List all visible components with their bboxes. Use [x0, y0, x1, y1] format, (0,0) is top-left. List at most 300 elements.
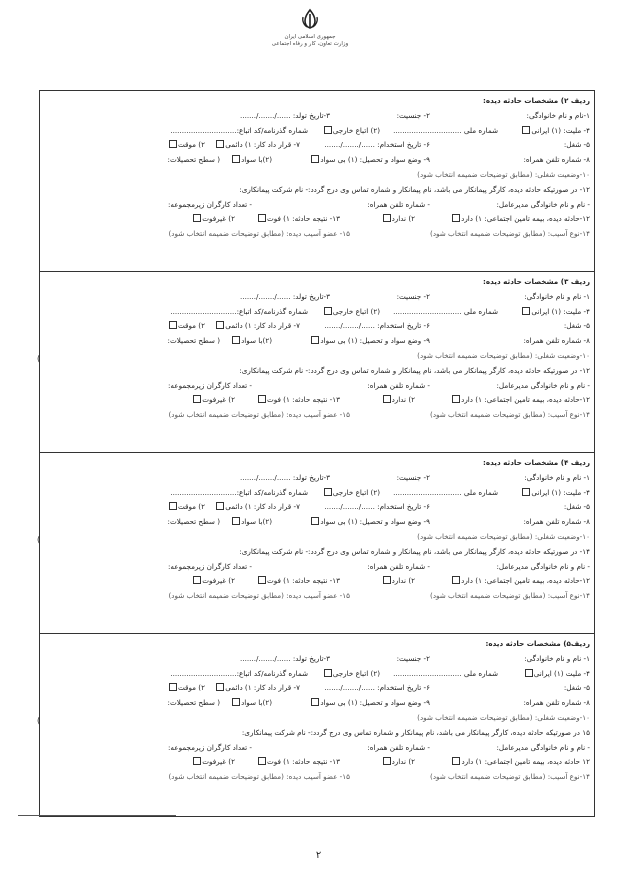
national-id-field-text: شماره ملی .............................. [393, 668, 498, 678]
section-title [44, 637, 590, 652]
job-status-field [417, 168, 590, 183]
insurance-yes [451, 574, 590, 589]
injured-person-section [37, 272, 594, 453]
result-non-death [192, 393, 235, 408]
form-row [44, 198, 590, 213]
nationality-iranian [521, 305, 590, 320]
contract-permanent-text: ۷- قرار داد کار: ۱) دائمی [225, 502, 300, 512]
illiterate-option-text: ۹- وضع سواد و تحصیل: (۱) بی سواد [320, 155, 430, 165]
injured-person-section [37, 634, 594, 817]
contractor-phone-field-text: - شماره تلفن همراه: [367, 199, 430, 209]
education-level-field [168, 696, 220, 711]
form-row [44, 667, 590, 682]
closing-paren: ) [37, 354, 41, 363]
checkbox[interactable] [383, 576, 391, 584]
contract-temporary [168, 319, 205, 334]
subordinate-count-field-text: - تعداد کارگران زیرمجموعه: [168, 380, 252, 390]
insurance-no-text: ۲) ندارد [391, 214, 415, 224]
job-status-field-text: ۱۰-وضعیت شغلی: (مطابق توضیحات ضمیمه انتخاب شود) [417, 712, 590, 722]
nationality-iranian-text: ۴- ملیت: (۱) ایرانی [531, 306, 590, 316]
illiterate-option [310, 334, 430, 349]
contractor-phone-field-text: - شماره تلفن همراه: [367, 742, 430, 752]
ceo-name-field-text: - نام و نام خانوادگی مدیرعامل: [496, 561, 590, 571]
ceo-name-field [496, 560, 590, 575]
ceo-name-field [496, 741, 590, 756]
injured-organ-field [168, 408, 350, 423]
checkbox[interactable] [311, 155, 319, 163]
national-id-field-text: شماره ملی .............................. [393, 306, 498, 316]
checkbox[interactable] [169, 140, 177, 148]
job-field [564, 138, 590, 153]
passport-field-text: شماره گذرنامه/کد اتباع:............................. [170, 487, 308, 497]
ceo-name-field [496, 379, 590, 394]
checkbox[interactable] [193, 576, 201, 584]
nationality-foreign-text: (۲) اتباع خارجی [332, 306, 380, 316]
result-death [257, 393, 340, 408]
ceo-name-field-text: - نام و نام خانوادگی مدیرعامل: [496, 199, 590, 209]
section-title-label [483, 275, 590, 290]
contractor-info-field-text: ۱۲- در صورتیکه حادثه دیده، کارگر پیمانکار می باشد، نام پیمانکار و شماره تماس وی درج گردد:- نام شرکت پیمانکاری: [239, 365, 590, 375]
checkbox[interactable] [452, 214, 460, 222]
form-row [44, 770, 590, 785]
result-non-death-text: ۲) غیرفوت [202, 757, 235, 767]
job-field [564, 500, 590, 515]
form-row [44, 486, 590, 501]
insurance-yes [451, 755, 590, 770]
injury-type-field-text: ۱۴-نوع آسیب: (مطابق توضیحات ضمیمه انتخاب شود) [430, 591, 590, 601]
contractor-info-field [239, 183, 590, 198]
form-row [44, 515, 590, 530]
education-level-field-text: ( سطح تحصیلات: [167, 517, 220, 527]
education-level-field-text: ( سطح تحصیلات: [167, 155, 220, 165]
closing-paren: ) [37, 535, 41, 544]
contract-permanent-text: ۷- قرار داد کار: ۱) دائمی [225, 683, 300, 693]
checkbox[interactable] [216, 140, 224, 148]
contractor-phone-field [367, 741, 430, 756]
government-emblem [270, 8, 350, 52]
insurance-no [382, 755, 415, 770]
form-row [44, 696, 590, 711]
section-title-label-text: ردیف ۲) مشخصات حادثه دیده: [482, 96, 590, 105]
illiterate-option-text: ۹- وضع سواد و تحصیل: (۱) بی سواد [320, 517, 430, 527]
gender-field-text: ۲- جنسیت: [396, 291, 430, 301]
gender-field [397, 109, 430, 124]
birth-date-field [240, 652, 330, 667]
national-id-field-text: شماره ملی .............................. [393, 125, 498, 135]
checkbox[interactable] [258, 757, 266, 765]
result-non-death-text: ۲) غیرفوت [202, 395, 235, 405]
mobile-field [523, 515, 590, 530]
contractor-phone-field [367, 379, 430, 394]
subordinate-count-field [168, 379, 252, 394]
form-row [44, 227, 590, 242]
national-id-field [393, 486, 498, 501]
name-field-text: ۱- نام و نام خانوادگی: [524, 291, 590, 301]
insurance-no-text: ۲) ندارد [391, 757, 415, 767]
passport-field [170, 124, 308, 139]
education-level-field [168, 153, 220, 168]
contract-permanent [215, 138, 300, 153]
passport-field-text: شماره گذرنامه/کد اتباع:............................. [170, 668, 308, 678]
ceo-name-field-text: - نام و نام خانوادگی مدیرعامل: [496, 742, 590, 752]
checkbox[interactable] [169, 683, 177, 691]
contractor-phone-field-text: - شماره تلفن همراه: [367, 561, 430, 571]
contract-temporary-text: ۲) موقت [177, 683, 205, 693]
contract-permanent [215, 500, 300, 515]
name-field [524, 471, 590, 486]
form-row [44, 138, 590, 153]
checkbox[interactable] [522, 126, 530, 134]
result-death-text: ۱۳- نتیجه حادثه: ۱) فوت [266, 395, 340, 405]
checkbox[interactable] [383, 214, 391, 222]
job-status-field-text: ۱۰-وضعیت شغلی: (مطابق توضیحات ضمیمه انتخاب شود) [417, 169, 590, 179]
result-death [257, 212, 340, 227]
education-level-field [168, 334, 220, 349]
illiterate-option [310, 515, 430, 530]
job-field-text: ۵- شغل: [563, 321, 590, 331]
form-row [44, 408, 590, 423]
birth-date-field [240, 471, 330, 486]
contract-temporary-text: ۲) موقت [177, 140, 205, 150]
mobile-field [523, 334, 590, 349]
form-row [44, 364, 590, 379]
mobile-field-text: ۸- شماره تلفن همراه: [523, 155, 590, 165]
checkbox[interactable] [522, 488, 530, 496]
section-title-label [485, 637, 590, 652]
checkbox[interactable] [452, 757, 460, 765]
contract-temporary [168, 681, 205, 696]
contractor-info-field-text: ۱۴- در صورتیکه حادثه دیده، کارگر پیمانکار می باشد، نام پیمانکار و شماره تماس وی درج گردد:- نام شرکت پیمانکاری: [239, 546, 590, 556]
hire-date-field-text: ۶- تاریخ استخدام: ....../......./....... [324, 683, 430, 693]
birth-date-field-text: ۳-تاریخ تولد: ....../......./....... [240, 291, 330, 301]
checkbox[interactable] [324, 307, 332, 315]
emblem-icon [299, 8, 321, 30]
checkbox[interactable] [383, 395, 391, 403]
subordinate-count-field-text: - تعداد کارگران زیرمجموعه: [168, 199, 252, 209]
insurance-no [382, 212, 415, 227]
injury-type-field [430, 408, 590, 423]
checkbox[interactable] [169, 321, 177, 329]
passport-field [170, 305, 308, 320]
form-row [44, 109, 590, 124]
gender-field-text: ۲- جنسیت: [396, 110, 430, 120]
literate-option-text: (۲)با سواد [241, 698, 272, 708]
checkbox[interactable] [452, 576, 460, 584]
birth-date-field-text: ۳-تاریخ تولد: ....../......./....... [240, 653, 330, 663]
nationality-foreign [323, 486, 380, 501]
form-row [44, 168, 590, 183]
nationality-iranian-text: ۴- ملیت: (۱) ایرانی [531, 487, 590, 497]
checkbox[interactable] [311, 336, 319, 344]
literate-option-text: (۲)با سواد [241, 517, 272, 527]
form-row [44, 124, 590, 139]
section-title-label [483, 456, 590, 471]
page-number: ۲ [315, 850, 322, 861]
subordinate-count-field [168, 741, 252, 756]
job-field [564, 319, 590, 334]
checkbox[interactable] [452, 395, 460, 403]
injured-person-section [40, 91, 594, 272]
name-field [524, 290, 590, 305]
injured-organ-field-text: ۱۵- عضو آسیب دیده: (مطابق توضیحات ضمیمه انتخاب شود) [168, 772, 350, 782]
checkbox[interactable] [169, 502, 177, 510]
checkbox[interactable] [232, 517, 240, 525]
job-status-field [417, 530, 590, 545]
hire-date-field [324, 138, 430, 153]
birth-date-field [240, 290, 330, 305]
checkbox[interactable] [232, 336, 240, 344]
contractor-phone-field-text: - شماره تلفن همراه: [367, 380, 430, 390]
injured-organ-field [168, 227, 350, 242]
hire-date-field-text: ۶- تاریخ استخدام: ....../......./....... [324, 321, 430, 331]
checkbox[interactable] [193, 214, 201, 222]
form-row [44, 379, 590, 394]
nationality-foreign-text: (۲) اتباع خارجی [332, 487, 380, 497]
form-row [44, 153, 590, 168]
injured-person-section [37, 453, 594, 634]
insurance-no [382, 393, 415, 408]
job-field-text: ۵- شغل: [563, 140, 590, 150]
contractor-phone-field [367, 198, 430, 213]
nationality-iranian-text: ۴- ملیت: (۱) ایرانی [531, 125, 590, 135]
gender-field [397, 471, 430, 486]
form-row [44, 393, 590, 408]
checkbox[interactable] [258, 395, 266, 403]
contractor-info-field [239, 364, 590, 379]
literate-option [231, 334, 272, 349]
contractor-phone-field [367, 560, 430, 575]
illiterate-option [310, 153, 430, 168]
section-title-label-text: ردیف۵) مشخصات حادثه دیده: [485, 639, 590, 648]
insurance-yes [451, 212, 590, 227]
subordinate-count-field [168, 198, 252, 213]
form-row [44, 212, 590, 227]
gender-field [397, 290, 430, 305]
hire-date-field-text: ۶- تاریخ استخدام: ....../......./....... [324, 140, 430, 150]
illiterate-option [310, 696, 430, 711]
checkbox[interactable] [193, 757, 201, 765]
form-row [44, 681, 590, 696]
national-id-field [393, 124, 498, 139]
gender-field-text: ۲- جنسیت: [396, 472, 430, 482]
mobile-field-text: ۸- شماره تلفن همراه: [523, 698, 590, 708]
mobile-field-text: ۸- شماره تلفن همراه: [523, 336, 590, 346]
form-row [44, 334, 590, 349]
job-status-field-text: ۱۰-وضعیت شغلی: (مطابق توضیحات ضمیمه انتخاب شود) [417, 350, 590, 360]
gender-field [397, 652, 430, 667]
checkbox[interactable] [525, 669, 533, 677]
footnote-divider [18, 815, 176, 816]
checkbox[interactable] [258, 214, 266, 222]
job-status-field [417, 349, 590, 364]
form-row [44, 290, 590, 305]
nationality-foreign-text: (۲) اتباع خارجی [332, 668, 380, 678]
checkbox[interactable] [324, 669, 332, 677]
result-non-death [192, 574, 235, 589]
checkbox[interactable] [311, 698, 319, 706]
checkbox[interactable] [324, 126, 332, 134]
contract-permanent-text: ۷- قرار داد کار: ۱) دائمی [225, 321, 300, 331]
birth-date-field [240, 109, 330, 124]
checkbox[interactable] [216, 321, 224, 329]
hire-date-field [324, 681, 430, 696]
form-row [44, 574, 590, 589]
name-field [527, 109, 590, 124]
result-death-text: ۱۳- نتیجه حادثه: ۱) فوت [266, 214, 340, 224]
emblem-line2: وزارت تعاون، کار و رفاه اجتماعی [271, 41, 349, 47]
result-death [257, 755, 340, 770]
checkbox[interactable] [324, 488, 332, 496]
nationality-foreign [323, 305, 380, 320]
form-row [44, 471, 590, 486]
insurance-no [382, 574, 415, 589]
nationality-iranian-text: ۴- ملیت (۱) ایرانی [533, 668, 590, 678]
ceo-name-field [496, 198, 590, 213]
birth-date-field-text: ۳-تاریخ تولد: ....../......./....... [240, 110, 330, 120]
checkbox[interactable] [216, 683, 224, 691]
subordinate-count-field-text: - تعداد کارگران زیرمجموعه: [168, 742, 252, 752]
injury-type-field-text: ۱۴-نوع آسیب: (مطابق توضیحات ضمیمه انتخاب شود) [430, 772, 590, 782]
job-field-text: ۵- شغل: [563, 502, 590, 512]
nationality-iranian [521, 124, 590, 139]
result-death [257, 574, 340, 589]
illiterate-option-text: ۹- وضع سواد و تحصیل: (۱) بی سواد [320, 698, 430, 708]
insurance-yes-text: ۱۲ حادثه دیده، بیمه تامین اجتماعی: ۱) دارد [461, 757, 590, 767]
checkbox[interactable] [383, 757, 391, 765]
literate-option [231, 696, 272, 711]
nationality-foreign-text: (۲) اتباع خارجی [332, 125, 380, 135]
name-field-text: ۱- نام و نام خانوادگی: [524, 653, 590, 663]
education-level-field [168, 515, 220, 530]
contract-permanent [215, 681, 300, 696]
mobile-field [523, 153, 590, 168]
insurance-no-text: ۲) ندارد [391, 576, 415, 586]
section-title-label [483, 94, 590, 109]
nationality-iranian [524, 667, 590, 682]
subordinate-count-field-text: - تعداد کارگران زیرمجموعه: [168, 561, 252, 571]
form-row [44, 305, 590, 320]
injury-type-field-text: ۱۴-نوع آسیب: (مطابق توضیحات ضمیمه انتخاب شود) [430, 410, 590, 420]
illiterate-option-text: ۹- وضع سواد و تحصیل: (۱) بی سواد [320, 336, 430, 346]
nationality-iranian [521, 486, 590, 501]
ceo-name-field-text: - نام و نام خانوادگی مدیرعامل: [496, 380, 590, 390]
education-level-field-text: ( سطح تحصیلات: [167, 336, 220, 346]
form-row [44, 755, 590, 770]
subordinate-count-field [168, 560, 252, 575]
nationality-foreign [323, 124, 380, 139]
contractor-info-field [239, 545, 590, 560]
insurance-yes-text: ۱۲-حادثه دیده، بیمه تامین اجتماعی: ۱) دارد [461, 214, 590, 224]
passport-field-text: شماره گذرنامه/کد اتباع:............................. [170, 306, 308, 316]
passport-field [170, 667, 308, 682]
injury-type-field [430, 770, 590, 785]
form-row [44, 319, 590, 334]
result-non-death [192, 755, 235, 770]
section-title-label-text: ردیف ۴) مشخصات حادثه دیده: [482, 458, 590, 467]
injured-organ-field-text: ۱۵- عضو آسیب دیده: (مطابق توضیحات ضمیمه انتخاب شود) [168, 410, 350, 420]
name-field-text: ۱- نام و نام خانوادگی: [524, 472, 590, 482]
checkbox[interactable] [311, 517, 319, 525]
form-row [44, 652, 590, 667]
nationality-foreign [323, 667, 380, 682]
form-row [44, 711, 590, 726]
contract-permanent-text: ۷- قرار داد کار: ۱) دائمی [225, 140, 300, 150]
closing-paren: ) [37, 716, 41, 725]
contract-temporary-text: ۲) موقت [177, 321, 205, 331]
section-title [44, 94, 590, 109]
injured-organ-field-text: ۱۵- عضو آسیب دیده: (مطابق توضیحات ضمیمه انتخاب شود) [168, 591, 350, 601]
section-title-label-text: ردیف ۳) مشخصات حادثه دیده: [482, 277, 590, 286]
literate-option [231, 153, 272, 168]
checkbox[interactable] [232, 698, 240, 706]
injured-organ-field [168, 589, 350, 604]
insurance-no-text: ۲) ندارد [391, 395, 415, 405]
form-row [44, 349, 590, 364]
national-id-field [393, 667, 498, 682]
gender-field-text: ۲- جنسیت: [396, 653, 430, 663]
contract-temporary [168, 500, 205, 515]
checkbox[interactable] [522, 307, 530, 315]
hire-date-field [324, 500, 430, 515]
injured-organ-field [168, 770, 350, 785]
contractor-info-field-text: ۱۵ در صورتیکه حادثه دیده، کارگر پیمانکار می باشد، نام پیمانکار و شماره تماس وی درج گردد:- نام شرکت پیمانکاری: [241, 727, 590, 737]
contract-permanent [215, 319, 300, 334]
checkbox[interactable] [193, 395, 201, 403]
literate-option [231, 515, 272, 530]
insurance-yes-text: ۱۲-حادثه دیده، بیمه تامین اجتماعی: ۱) دارد [461, 395, 590, 405]
checkbox[interactable] [258, 576, 266, 584]
form-row [44, 500, 590, 515]
mobile-field [523, 696, 590, 711]
injury-type-field-text: ۱۴-نوع آسیب: (مطابق توضیحات ضمیمه انتخاب شود) [430, 229, 590, 239]
checkbox[interactable] [216, 502, 224, 510]
job-status-field [417, 711, 590, 726]
result-non-death-text: ۲) غیرفوت [202, 214, 235, 224]
form-row [44, 545, 590, 560]
job-status-field-text: ۱۰-وضعیت شغلی: (مطابق توضیحات ضمیمه انتخاب شود) [417, 531, 590, 541]
accident-form [39, 90, 595, 817]
contractor-info-field [242, 726, 590, 741]
result-death-text: ۱۳- نتیجه حادثه: ۱) فوت [266, 757, 340, 767]
insurance-yes-text: ۱۲-حادثه دیده، بیمه تامین اجتماعی: ۱) دارد [461, 576, 590, 586]
form-row [44, 183, 590, 198]
result-death-text: ۱۳- نتیجه حادثه: ۱) فوت [266, 576, 340, 586]
passport-field-text: شماره گذرنامه/کد اتباع:............................. [170, 125, 308, 135]
hire-date-field-text: ۶- تاریخ استخدام: ....../......./....... [324, 502, 430, 512]
national-id-field-text: شماره ملی .............................. [393, 487, 498, 497]
birth-date-field-text: ۳-تاریخ تولد: ....../......./....... [240, 472, 330, 482]
literate-option-text: (۲)با سواد [241, 155, 272, 165]
form-row [44, 560, 590, 575]
national-id-field [393, 305, 498, 320]
contract-temporary [168, 138, 205, 153]
form-row [44, 741, 590, 756]
form-row [44, 726, 590, 741]
literate-option-text: (۲)با سواد [241, 336, 272, 346]
injury-type-field [430, 227, 590, 242]
form-row [44, 589, 590, 604]
name-field-text: ۱-نام و نام خانوادگی: [526, 110, 590, 120]
checkbox[interactable] [232, 155, 240, 163]
passport-field [170, 486, 308, 501]
contractor-info-field-text: ۱۲- در صورتیکه حادثه دیده، کارگر پیمانکار می باشد، نام پیمانکار و شماره تماس وی درج گردد:- نام شرکت پیمانکاری: [239, 184, 590, 194]
education-level-field-text: ( سطح تحصیلات: [167, 698, 220, 708]
job-field [564, 681, 590, 696]
injured-organ-field-text: ۱۵- عضو آسیب دیده: (مطابق توضیحات ضمیمه انتخاب شود) [168, 229, 350, 239]
job-field-text: ۵- شغل: [563, 683, 590, 693]
result-non-death [192, 212, 235, 227]
name-field [524, 652, 590, 667]
